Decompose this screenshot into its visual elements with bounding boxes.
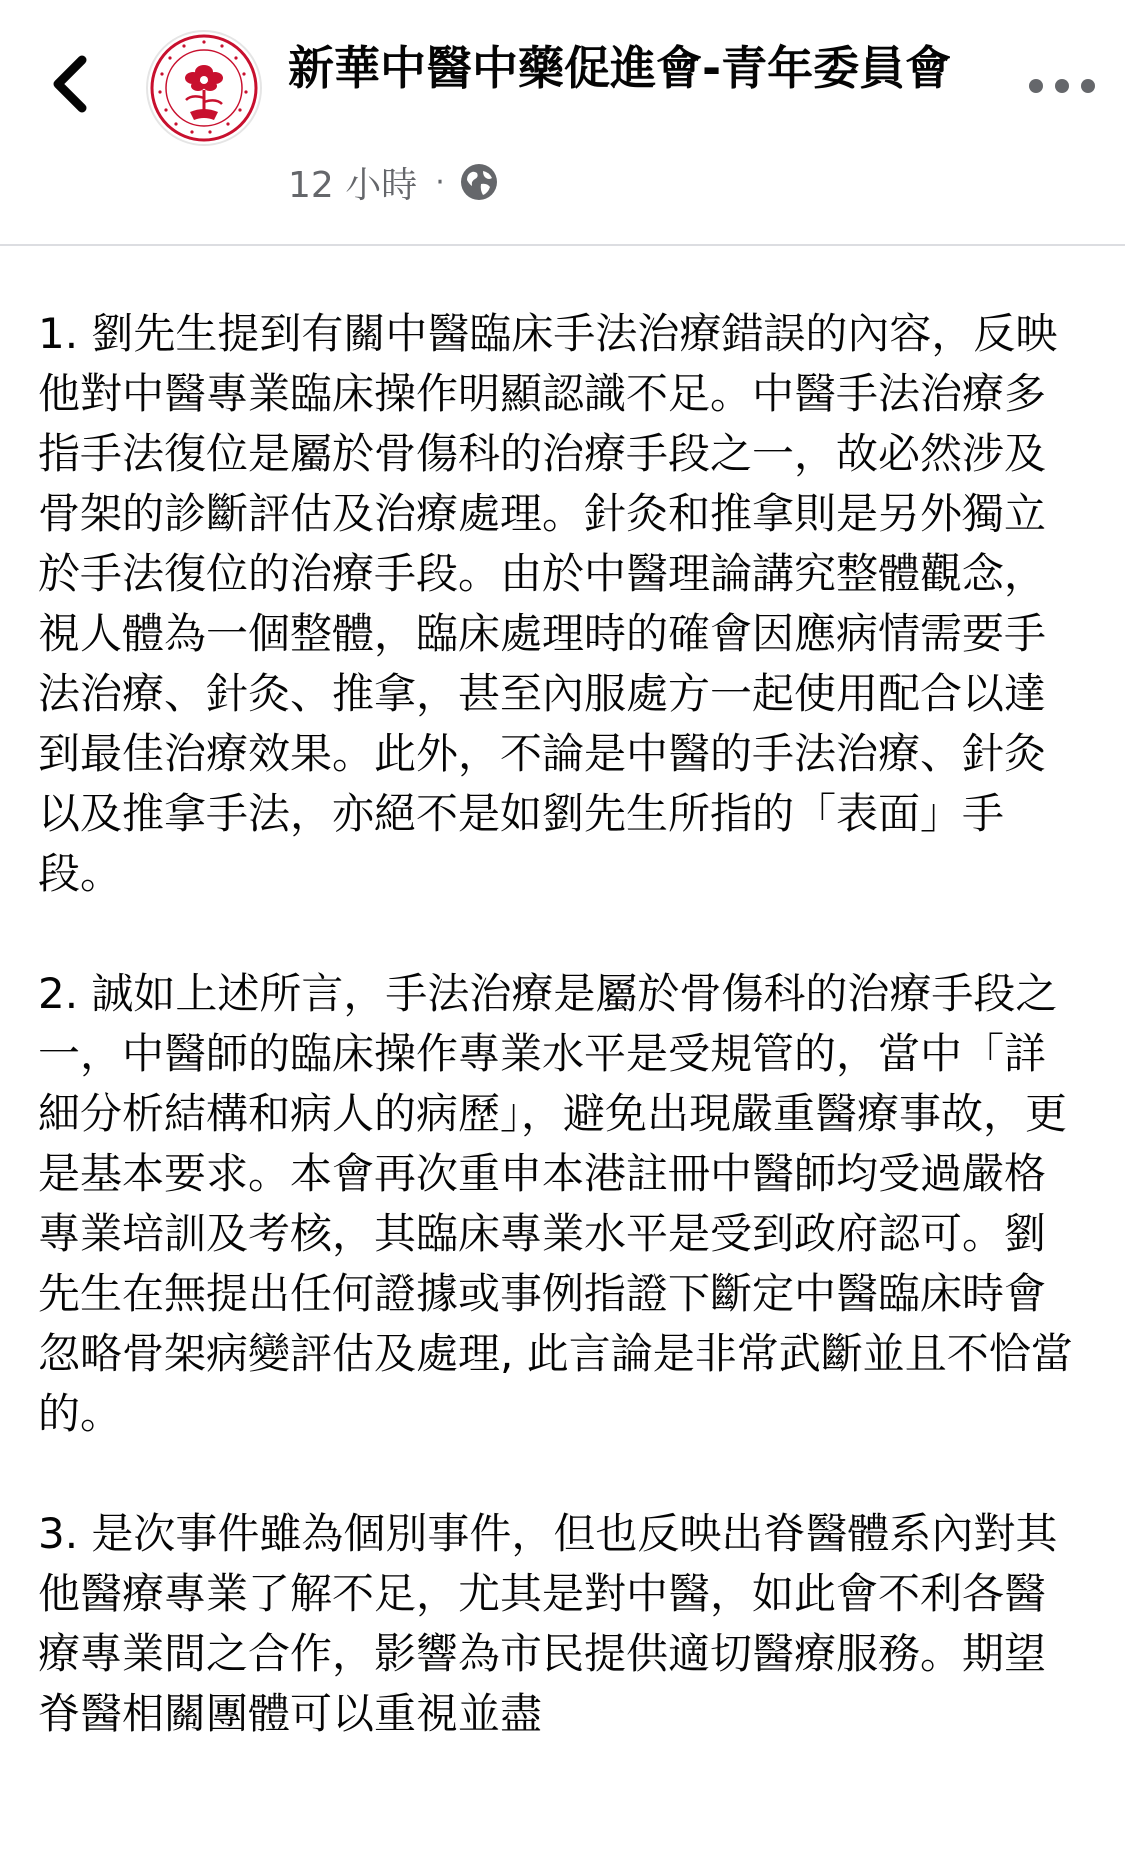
page-name[interactable]: 新華中醫中藥促進會-青年委員會 (288, 41, 952, 95)
post-meta (288, 158, 499, 206)
page-avatar[interactable] (146, 30, 262, 146)
post-body (38, 304, 1078, 1804)
post-timestamp[interactable]: 12 小時 (288, 164, 418, 206)
post-paragraph-2: 2. 誠如上述所言，手法治療是屬於骨傷科的治療手段之一，中醫師的臨床操作專業水平是受規管的，當中「詳細分析結構和病人的病歷」，避免出現嚴重醫療事故，更是基本要求。本會再次重申本港註冊中醫師均受過嚴格專業培訓及考核，其臨床專業水平是受到政府認可。劉先生在無提出任何證據或事例指證下斷定中醫臨床時會忽略骨架病變評估及處理, 此言論是非常武斷並且不恰當的。 (38, 969, 1073, 1438)
more-horizontal-icon (1022, 70, 1102, 102)
chevron-left-icon (44, 52, 100, 116)
more-options-button[interactable] (1022, 70, 1102, 102)
post-header (0, 0, 1125, 246)
organization-logo-icon (148, 32, 260, 144)
back-button[interactable] (44, 52, 100, 116)
meta-separator: · (435, 164, 445, 200)
post-paragraph-1: 1. 劉先生提到有關中醫臨床手法治療錯誤的內容，反映他對中醫專業臨床操作明顯認識不足。中醫手法治療多指手法復位是屬於骨傷科的治療手段之一，故必然涉及骨架的診斷評估及治療處理。針灸和推拿則是另外獨立於手法復位的治療手段。由於中醫理論講究整體觀念，視人體為一個整體，臨床處理時的確會因應病情需要手法治療、針灸、推拿，甚至內服處方一起使用配合以達到最佳治療效果。此外，不論是中醫的手法治療、針灸以及推拿手法，亦絕不是如劉先生所指的「表面」手段。 (38, 309, 1058, 898)
globe-public-icon (459, 162, 499, 202)
post-paragraph-3: 3. 是次事件雖為個別事件，但也反映出脊醫體系內對其他醫療專業了解不足，尤其是對中醫，如此會不利各醫療專業間之合作，影響為市民提供適切醫療服務。期望脊醫相關團體可以重視並盡 (38, 1509, 1058, 1738)
